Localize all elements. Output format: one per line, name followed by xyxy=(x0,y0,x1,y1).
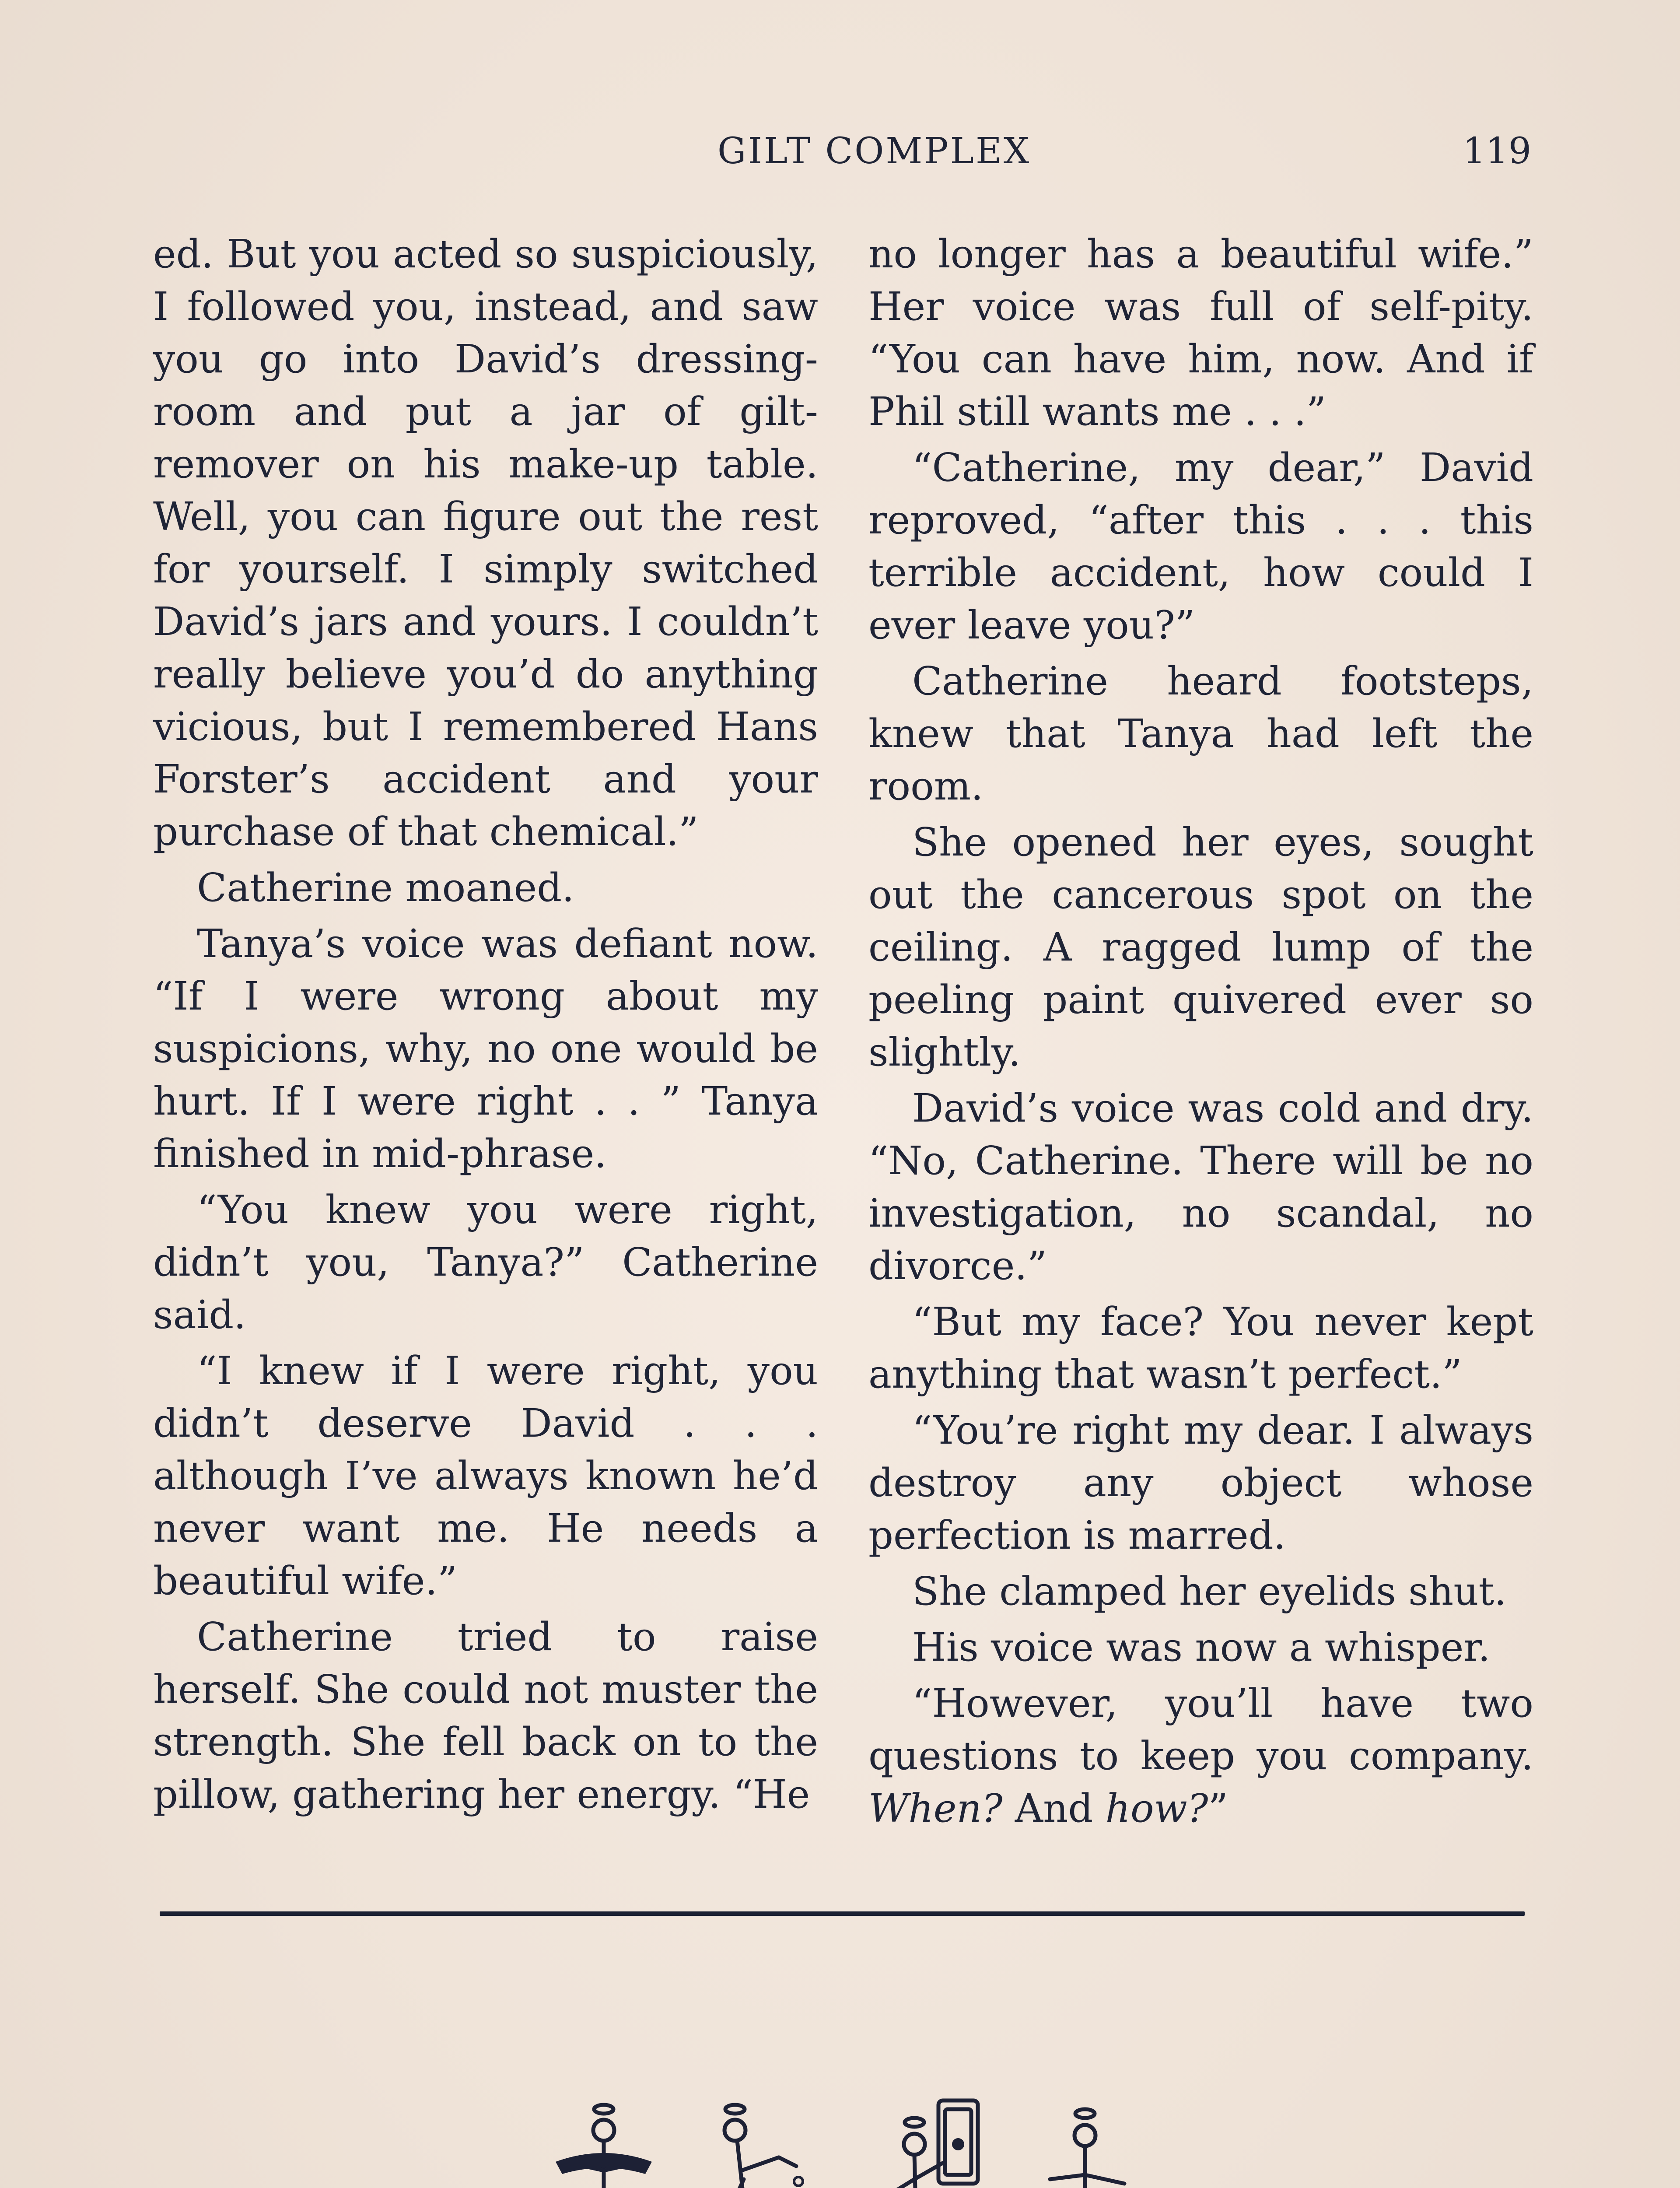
haloed-figure-with-tray-icon xyxy=(547,2096,661,2188)
left-column xyxy=(153,228,818,1824)
haloed-figure-with-mirror-icon xyxy=(871,2096,984,2188)
paragraph: David’s voice was cold and dry. “No, Catherine. There will be no investigation, no scandal, no divorce.” xyxy=(868,1085,1533,1288)
paragraph: “Catherine, my dear,” David reproved, “after this . . . this terrible accident, how could I ever leave you?” xyxy=(868,445,1533,648)
closing-quote: ” xyxy=(1208,1785,1228,1831)
haloed-figure-with-rifle-icon xyxy=(709,2096,822,2188)
paragraph: She opened her eyes, sought out the cancerous spot on the ceiling. A ragged lump of the peeling paint quivered ever so slightly. xyxy=(868,819,1533,1075)
paragraph: His voice was now a whisper. xyxy=(912,1624,1491,1670)
paragraph: Catherine moaned. xyxy=(197,865,574,910)
closing-lead: “However, you’ll have two questions to keep you company. xyxy=(868,1680,1533,1778)
paragraph: She clamped her eyelids shut. xyxy=(912,1568,1507,1614)
closing-paragraph xyxy=(868,1677,1533,1834)
section-rule xyxy=(160,1911,1525,1916)
running-head: GILT COMPLEX xyxy=(718,130,1031,172)
paragraph: Tanya’s voice was defiant now. “If I were wrong about my suspicions, why, no one would be hurt. If I were right . . ” Tanya finished in mid-phrase. xyxy=(153,921,818,1176)
paragraph: ed. But you acted so suspiciously, I followed you, instead, and saw you go into David’s dressing-room and put a jar of gilt-remover on his make-up table. Well, you can figure out the rest for yourself. I simply switched David’s jars and yours. I couldn’t really believe you’d do anything vicious, but I remembered Hans Forster’s accident and your purchase of that chemical.” xyxy=(153,231,818,854)
paragraph: “You’re right my dear. I always destroy any object whose perfection is marred. xyxy=(868,1407,1533,1558)
closing-and: And xyxy=(1002,1785,1106,1831)
decorative-figures xyxy=(547,2096,1212,2188)
page-number: 119 xyxy=(1463,130,1531,172)
right-column xyxy=(868,228,1533,1838)
paragraph: “But my face? You never kept anything that wasn’t perfect.” xyxy=(868,1299,1533,1397)
closing-how: how? xyxy=(1105,1785,1208,1831)
paragraph: Catherine tried to raise herself. She could not muster the strength. She fell back on to the pillow, gathering her energy. “He xyxy=(153,1614,818,1817)
paragraph: “I knew if I were right, you didn’t deserve David . . . although I’ve always known he’d never want me. He needs a beautiful wife.” xyxy=(153,1348,818,1603)
closing-when: When? xyxy=(868,1785,1003,1831)
page-header xyxy=(158,127,1531,179)
paragraph: no longer has a beautiful wife.” Her voice was full of self-pity. “You can have him, now. And if Phil still wants me . . .” xyxy=(868,231,1533,434)
haloed-figure-dancing-icon xyxy=(1032,2096,1146,2188)
paragraph: “You knew you were right, didn’t you, Tanya?” Catherine said. xyxy=(153,1187,818,1337)
paragraph: Catherine heard footsteps, knew that Tanya had left the room. xyxy=(868,658,1533,809)
